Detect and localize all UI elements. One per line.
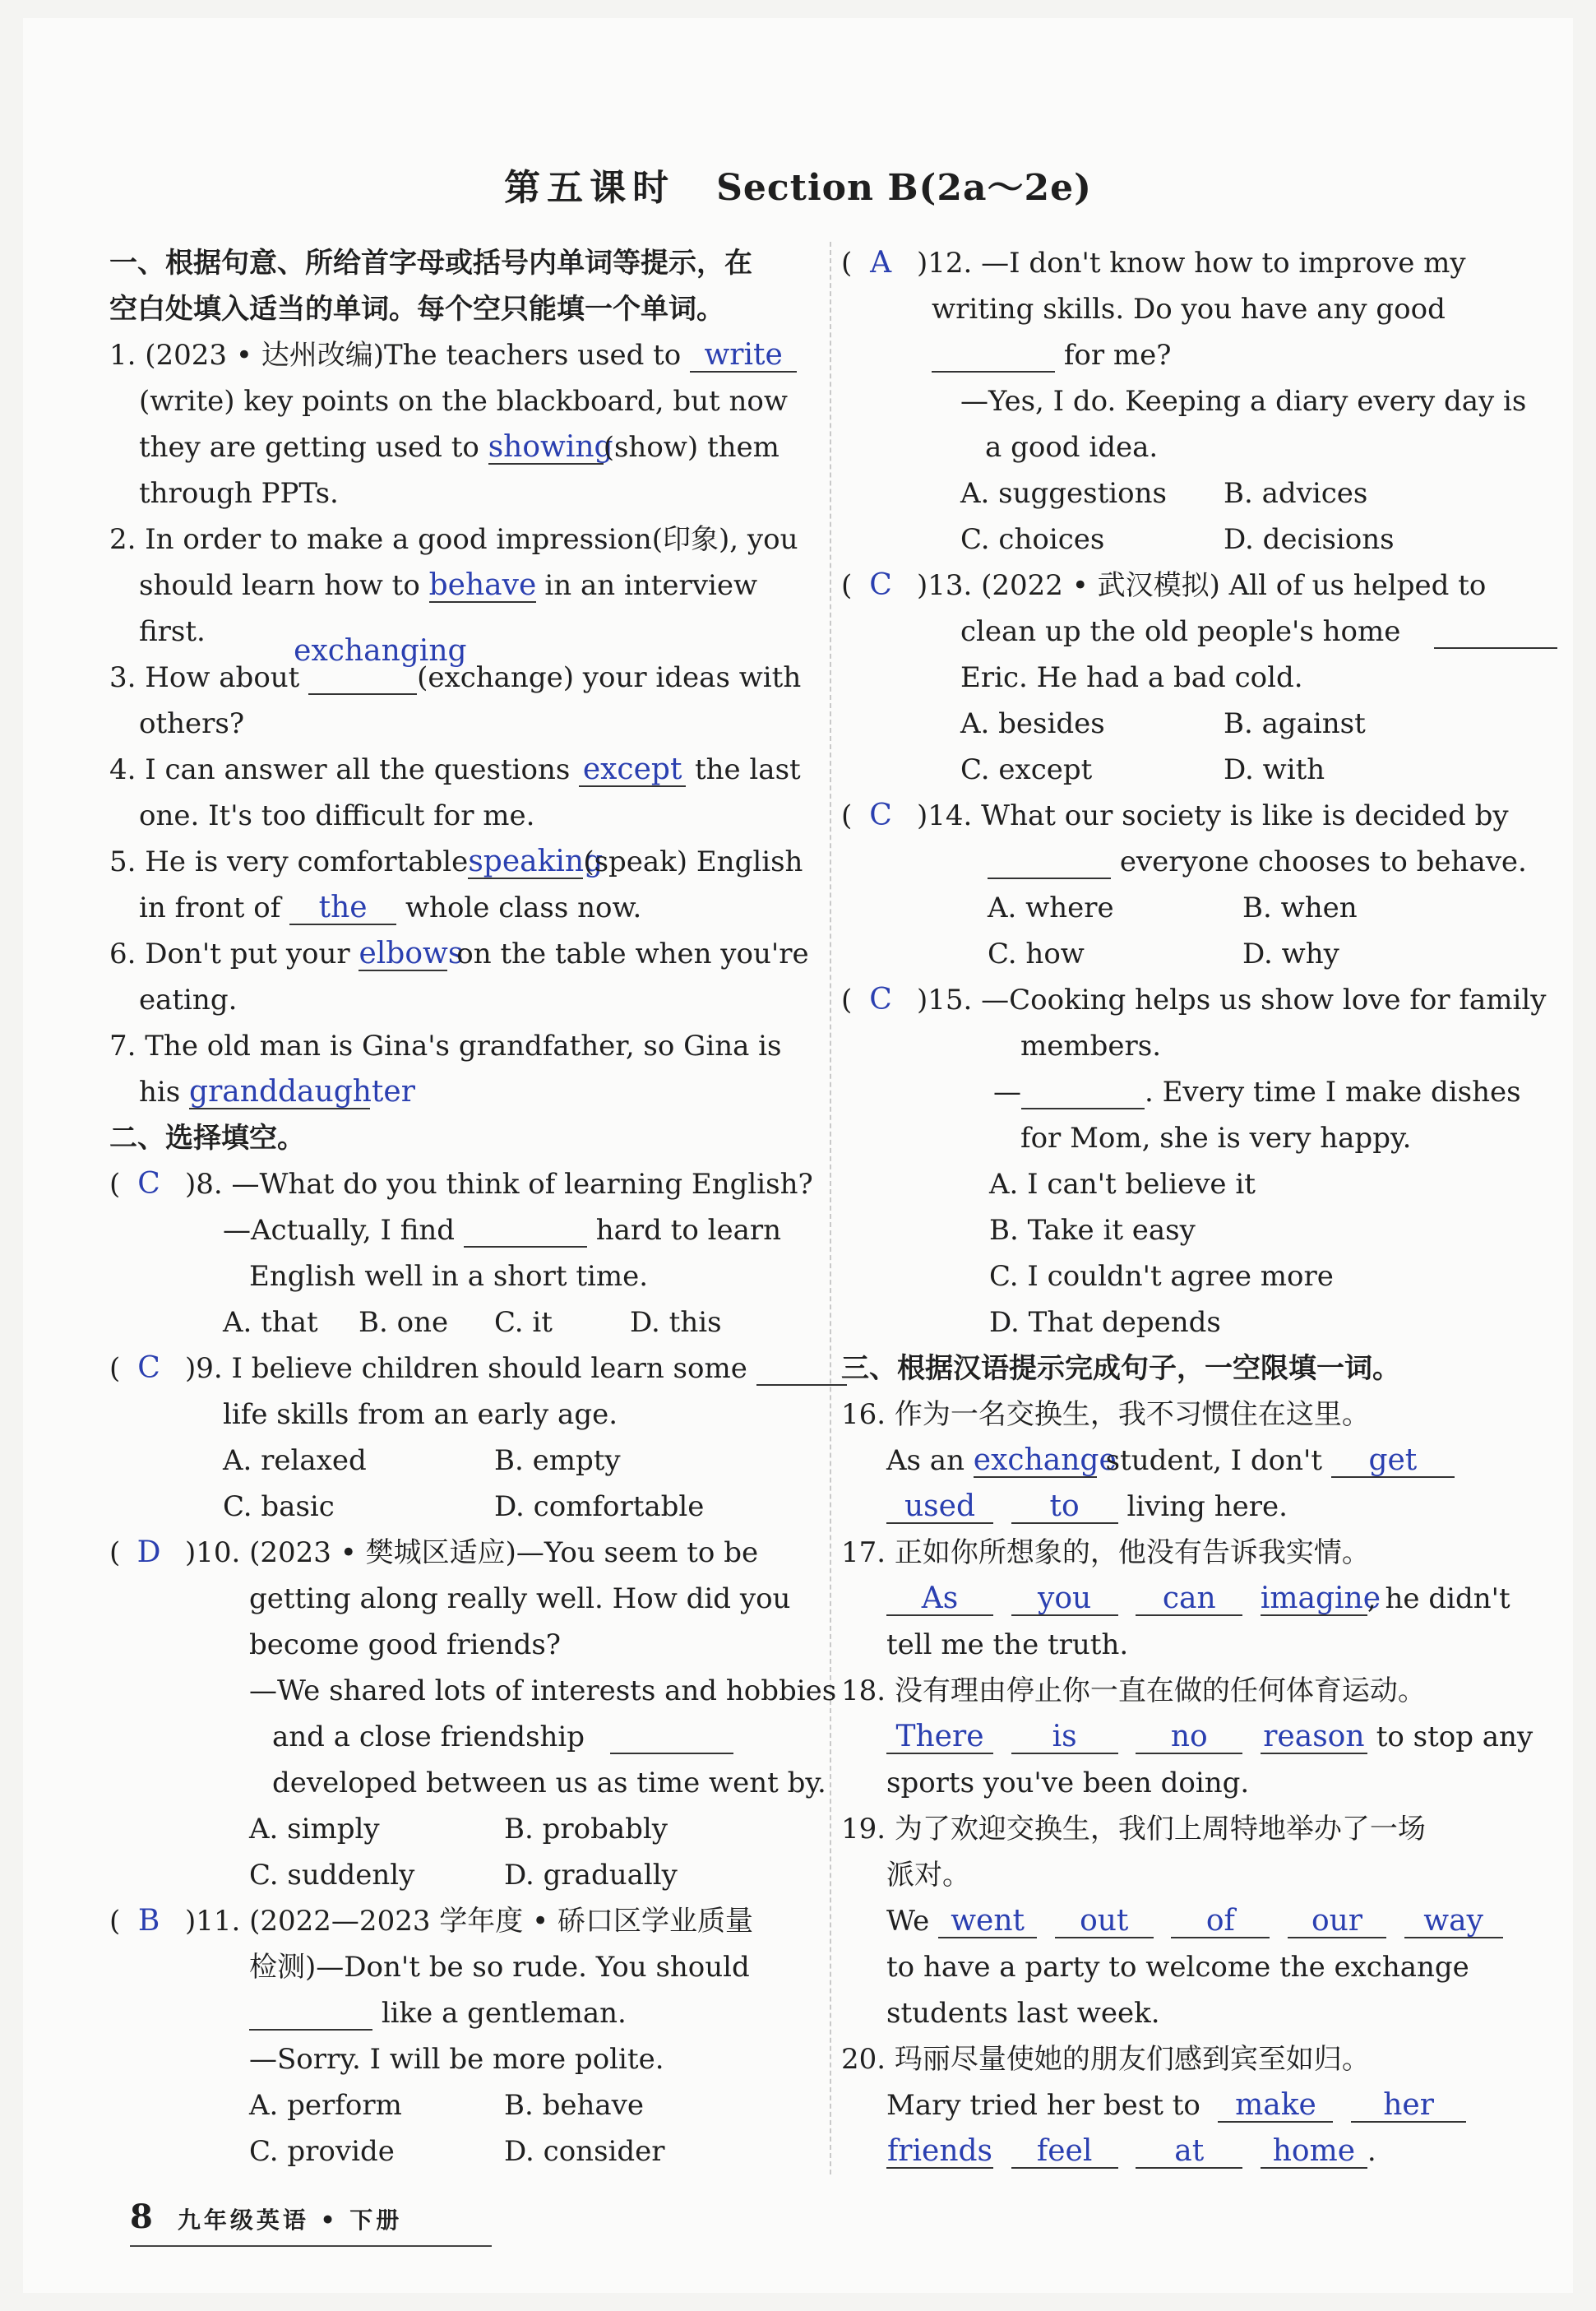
blank[interactable] [1434, 616, 1557, 649]
choice-answer[interactable]: C [869, 983, 892, 1017]
question-12: ( A )12. —I don't know how to improve my writing skills. Do you have any good for me? —Yes, I do. Keeping a diary every day is a good idea. A. suggestions B. advices C. choices D. decisions [841, 240, 1532, 563]
answer-blank[interactable]: get [1331, 1445, 1455, 1478]
answer-blank[interactable]: As [886, 1583, 993, 1616]
question-5: 5. He is very comfortablespeaking(speak) English in front of the whole class now. [109, 845, 803, 924]
part2-heading: 二、选择填空。 [109, 1122, 305, 1155]
lesson-title-en: Section B(2a～2e) [716, 167, 1092, 209]
question-1: 1. (2023 • 达州改编)The teachers used to write (write) key points on the blackboard, but now they are getting used to showing(show) them through PPTs. [109, 332, 808, 516]
options: A. suggestions B. advices [960, 477, 1368, 510]
answer-blank[interactable]: behave [428, 568, 537, 602]
left-column [109, 240, 837, 2174]
answer-blank[interactable]: the [289, 892, 396, 925]
question-10: ( D )10. (2023 • 樊城区适应)—You seem to be getting along really well. How did you become good friends? —We shared lots of interests and hobbies and a close friendship developed between us as time went by. A. simply B. probably C. suddenly D. gradually [109, 1530, 808, 1898]
question-6: 6. Don't put your elbows on the table when you're eating. [109, 937, 809, 1017]
options: C. choices D. decisions [960, 523, 1395, 556]
options: A. relaxed B. empty [223, 1444, 621, 1477]
answer-blank[interactable]: write [690, 340, 797, 373]
question-4: 4. I can answer all the questions except the last one. It's too difficult for me. [109, 753, 801, 832]
blank[interactable] [1021, 1077, 1145, 1109]
question-13: ( C )13. (2022 • 武汉模拟) All of us helped to clean up the old people's home Eric. He had a bad cold. A. besides B. against C. except D. with [841, 563, 1532, 793]
options: A. that B. one C. it D. this [223, 1306, 722, 1339]
answer-blank[interactable]: no [1136, 1721, 1242, 1754]
answer-blank[interactable]: is [1011, 1721, 1118, 1754]
options: C. suddenly D. gradually [249, 1859, 678, 1892]
footer-rule [130, 2245, 492, 2247]
page-title [23, 158, 1573, 211]
answer-blank[interactable]: used [886, 1491, 993, 1524]
choice-answer[interactable]: B [137, 1904, 160, 1938]
answer-blank[interactable]: at [1136, 2136, 1242, 2169]
answer-blank[interactable]: There [886, 1721, 993, 1754]
answer-blank[interactable]: of [1171, 1906, 1270, 1938]
options: C. how D. why [988, 938, 1339, 970]
book-title: 九年级英语 • 下册 [177, 2207, 403, 2234]
answer-blank[interactable]: speaking [468, 845, 604, 878]
column-divider [830, 242, 831, 2174]
choice-answer[interactable]: A [870, 246, 892, 280]
question-20: 20. 玛丽尽量使她的朋友们感到宾至如归。 Mary tried her best to make her friends feel at home . [841, 2036, 1532, 2174]
question-16: 16. 作为一名交换生，我不习惯住在这里。 As an exchange student, I don't get used to living here. [841, 1392, 1532, 1530]
question-18: 18. 没有理由停止你一直在做的任何体育运动。 There is no reason to stop any sports you've been doing. [841, 1674, 1534, 1799]
answer-blank[interactable]: to [1011, 1491, 1118, 1524]
part3-heading: 三、根据汉语提示完成句子，一空限填一词。 [841, 1352, 1400, 1385]
answer-blank[interactable]: reason [1261, 1721, 1367, 1754]
choice-answer[interactable]: C [869, 799, 892, 832]
question-3: 3. How about exchanging (exchange) your ideas with others? [109, 634, 802, 740]
blank[interactable] [610, 1721, 733, 1754]
question-11: ( B )11. (2022—2023 学年度 • 硚口区学业质量 检测)—Don't be so rude. You should like a gentleman. —Sorry. I will be more polite. A. perform B. behave C. provide D. consider [109, 1898, 808, 2174]
answer-blank[interactable]: exchange [973, 1443, 1117, 1477]
answer-blank[interactable]: elbows [359, 937, 464, 970]
options: A. perform B. behave [249, 2089, 644, 2122]
blank[interactable] [249, 1998, 372, 2031]
options: A. where B. when [988, 892, 1358, 924]
answer-blank[interactable]: granddaughter [189, 1075, 415, 1109]
choice-answer[interactable]: C [137, 1167, 160, 1201]
question-19: 19. 为了欢迎交换生，我们上周特地举办了一场 派对。 We went out of our way to have a party to welcome the exchange students last week. [841, 1806, 1532, 2036]
lesson-title-cn: 第五课时 [504, 167, 676, 209]
blank[interactable] [988, 846, 1111, 879]
question-15: ( C )15. —Cooking helps us show love for family members. — . Every time I make dishes for Mom, she is very happy. A. I can't believe it B. Take it easy C. I couldn't agree more D. That depends [841, 977, 1532, 1345]
answer-blank[interactable]: you [1011, 1583, 1118, 1616]
answer-blank[interactable]: except [579, 754, 686, 787]
choice-answer[interactable]: C [137, 1351, 160, 1385]
answer-blank[interactable]: imagine [1260, 1582, 1381, 1615]
options: A. simply B. probably [249, 1813, 668, 1846]
options: C. basic D. comfortable [223, 1490, 705, 1523]
answer-blank[interactable]: home [1261, 2136, 1367, 2169]
question-7: 7. The old man is Gina's grandfather, so Gina is his granddaughter [109, 1030, 782, 1109]
answer-blank[interactable]: showing [488, 430, 613, 464]
page-footer [130, 2198, 402, 2236]
options: C. except D. with [960, 753, 1325, 786]
right-column [841, 240, 1547, 2174]
options: C. provide D. consider [249, 2135, 665, 2168]
answer-blank[interactable]: friends [886, 2134, 993, 2168]
choice-answer[interactable]: D [136, 1535, 161, 1569]
part1-heading: 一、根据句意、所给首字母或括号内单词等提示，在 空白处填入适当的单词。每个空只能填一个单词。 [109, 247, 752, 326]
answer-blank[interactable]: make [1218, 2090, 1333, 2123]
blank[interactable] [932, 340, 1055, 373]
blank[interactable] [756, 1353, 847, 1386]
answer-blank[interactable]: way [1404, 1906, 1503, 1938]
options: A. besides B. against [960, 707, 1366, 740]
answer-blank[interactable]: our [1288, 1906, 1386, 1938]
worksheet-page [23, 18, 1573, 2293]
question-8: ( C )8. —What do you think of learning English? —Actually, I find hard to learn English well in a short time. A. that B. one C. it D. this [109, 1161, 808, 1345]
answer-blank[interactable]: went [938, 1906, 1037, 1938]
answer-blank[interactable]: her [1351, 2090, 1466, 2123]
answer-blank[interactable]: out [1055, 1906, 1154, 1938]
question-17: 17. 正如你所想象的，他没有告诉我实情。 As you can imagine, he didn't tell me the truth. [841, 1536, 1510, 1661]
page-number: 8 [130, 2198, 153, 2236]
question-2: 2. In order to make a good impression(印象), you should learn how to behave in an interview first. [109, 523, 798, 648]
answer-blank[interactable]: exchanging [308, 662, 417, 695]
answer-blank[interactable]: can [1136, 1583, 1242, 1616]
question-9: ( C )9. I believe children should learn some life skills from an early age. A. relaxed B. empty C. basic D. comfortable [109, 1345, 808, 1530]
answer-blank[interactable]: feel [1011, 2136, 1118, 2169]
choice-answer[interactable]: C [869, 568, 892, 602]
blank[interactable] [464, 1215, 587, 1248]
question-14: ( C )14. What our society is like is decided by everyone chooses to behave. A. where B. when C. how D. why [841, 793, 1532, 977]
